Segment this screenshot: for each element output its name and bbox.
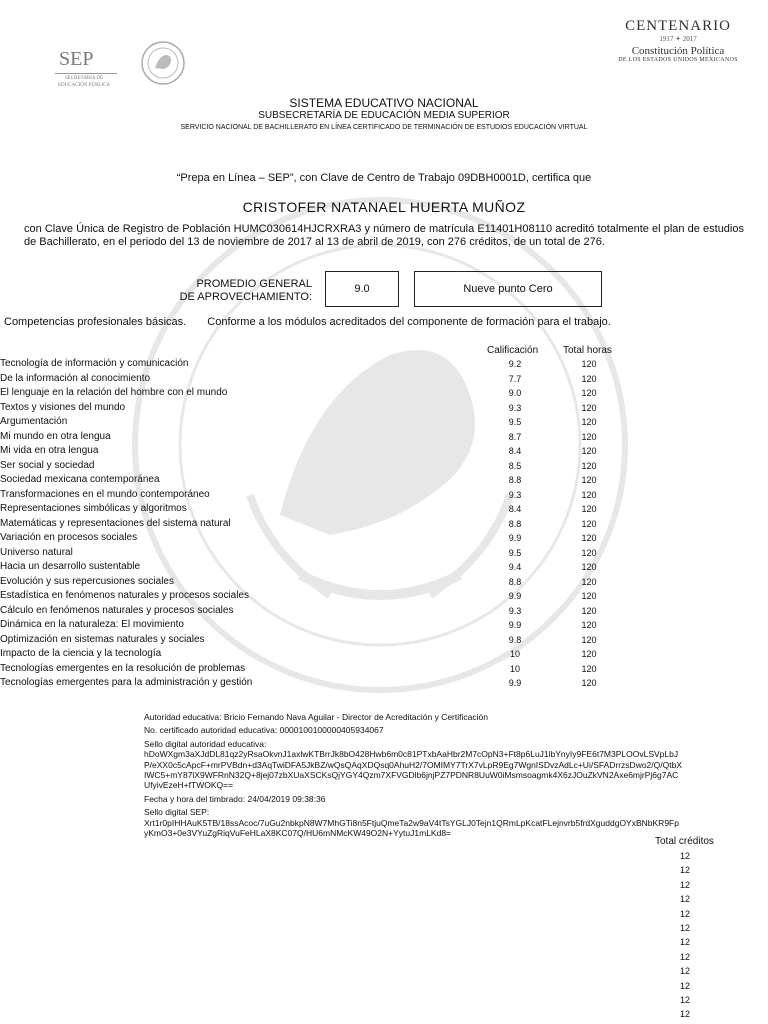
subject-hours: 120 <box>581 649 597 659</box>
subject-name: Tecnología de información y comunicación <box>0 358 189 369</box>
credits-column <box>670 849 700 1022</box>
sep-logo-sub1: SECRETARÍA DE <box>65 76 104 81</box>
subject-name: Estadística en fenómenos naturales y procesos sociales <box>0 590 250 601</box>
subject-name: Tecnologías emergentes en la resolución de problemas <box>0 662 246 674</box>
centenario-years <box>608 35 748 43</box>
subject-hours: 120 <box>581 475 597 485</box>
centenario-line1: Constitución Política <box>631 45 725 57</box>
sello-line-3: IWC5+mY87lX9WFRnN32Q+8jej07zbXUaXSCKsQjYGY4Qzm7XFVGDlb6jnjPZ7PDNR8UuW0iMsmsoagmk4X6zJOuZkVN2Axe6mjrPj6g7AC <box>144 770 679 781</box>
subject-hours: 120 <box>581 417 597 427</box>
table-row <box>0 473 640 488</box>
subject-grade: 9.3 <box>508 489 522 500</box>
subject-grade: 9.3 <box>508 402 522 413</box>
centenario-title: CENTENARIO <box>625 18 731 34</box>
table-row <box>0 560 640 575</box>
table-row <box>0 488 640 503</box>
credit-value: 12 <box>679 879 690 890</box>
table-row <box>0 618 640 633</box>
subject-hours: 120 <box>581 576 597 587</box>
subject-hours: 120 <box>581 547 597 558</box>
table-row <box>0 372 640 387</box>
sep-sello-line-1: Xrt1r0pIHHAuK5TB/18ssAcoc/7uGu2nbkpN8W7MhGTi8n5FtjuQmeTa2w9aV4tTsYGLJ0Tejn1QRmLpKcatFLejnvrb5frdXguddgOYxBNbKR9Fp <box>144 817 679 828</box>
subject-grade: 9.4 <box>508 562 522 572</box>
subject-hours: 120 <box>581 518 597 529</box>
credit-value: 12 <box>679 951 690 962</box>
table-row <box>0 415 640 430</box>
subject-grade: 8.8 <box>508 518 522 529</box>
subject-hours: 120 <box>581 373 597 384</box>
centenario-year-start: 1917 <box>659 35 674 43</box>
subject-grade: 8.5 <box>508 460 522 471</box>
subject-grade: 9.8 <box>508 634 522 645</box>
subject-grade: 9.9 <box>508 591 522 601</box>
table-row <box>0 676 640 691</box>
centenario-logo <box>608 18 748 82</box>
table-row <box>0 459 640 474</box>
subject-name: Textos y visiones del mundo <box>0 401 126 413</box>
subject-hours: 120 <box>581 431 597 442</box>
credit-value: 12 <box>679 851 690 861</box>
sep-logo-big: SEP <box>59 48 94 70</box>
table-row <box>0 633 640 648</box>
fecha-timbrado: Fecha y hora del timbrado: 24/04/2019 09:38:36 <box>144 793 326 804</box>
subject-name: Mi vida en otra lengua <box>0 445 99 456</box>
subsecretaria-title: SUBSECRETARÍA DE EDUCACIÓN MEDIA SUPERIOR <box>258 110 510 121</box>
subject-grade: 8.7 <box>508 431 522 442</box>
table-row <box>0 386 640 401</box>
subject-name: Variación en procesos sociales <box>0 532 138 543</box>
table-row <box>0 430 640 445</box>
subject-name: Impacto de la ciencia y la tecnología <box>0 648 162 659</box>
centenario-line2: DE LOS ESTADOS UNIDOS MEXICANOS <box>618 57 738 63</box>
subject-name: Dinámica en la naturaleza: El movimiento <box>0 619 184 630</box>
subject-grade: 8.4 <box>508 504 522 514</box>
sep-sello-line-2: yKmO3+0e3VYuZgRiqVuFeHLaX8KC07Q/HU6mNMcKW49O2N+YytuJ1mLKd8= <box>144 828 452 839</box>
subject-hours: 120 <box>581 591 597 601</box>
credit-value: 12 <box>679 894 690 905</box>
subject-name: Universo natural <box>0 546 73 558</box>
subject-hours: 120 <box>581 663 597 674</box>
credit-value: 12 <box>679 980 690 991</box>
table-row <box>0 589 640 604</box>
hours-header: Total horas <box>563 345 612 356</box>
credit-value: 12 <box>679 908 690 919</box>
subject-grade: 9.9 <box>508 533 522 543</box>
table-row <box>0 546 640 561</box>
competencias-text: Competencias profesionales básicas. <box>4 316 187 328</box>
sello-line-4: UfyivEzeH+fTWOKQ== <box>144 780 234 791</box>
subject-name: Cálculo en fenómenos naturales y procesos sociales <box>0 604 234 616</box>
sep-logo-sub2: EDUCACIÓN PÚBLICA <box>58 83 111 88</box>
subject-hours: 120 <box>581 634 597 645</box>
subject-grade: 9.3 <box>508 605 522 616</box>
grade-header: Calificación <box>487 345 539 356</box>
subject-name: El lenguaje en la relación del hombre con el mundo <box>0 387 228 398</box>
centenario-year-end: 2017 <box>682 35 697 43</box>
credit-value: 12 <box>679 937 690 948</box>
authority: Autoridad educativa: Bricio Fernando Nava Aguilar - Director de Acreditación y Certificación <box>144 712 488 722</box>
eagle-icon: ✦ <box>675 35 681 43</box>
table-row <box>0 604 640 619</box>
student-name: CRISTOFER NATANAEL HUERTA MUÑOZ <box>242 199 526 215</box>
subject-name: Evolución y sus repercusiones sociales <box>0 575 174 587</box>
certificate-paragraph: con Clave Única de Registro de Población HUMC030614HJCRXRA3 y número de matrícula E11401H08110 acreditó totalmente el plan de estudios de Bachillerato, en el periodo del 13 de noviembre de 2017 al 13 de abril de 2019, con 276 créditos, de un total de 276. <box>24 223 744 248</box>
table-row <box>0 647 640 662</box>
subject-name: Ser social y sociedad <box>0 459 95 471</box>
subject-hours: 120 <box>581 388 597 398</box>
subject-hours: 120 <box>581 402 597 413</box>
subjects-table <box>0 357 640 691</box>
subject-name: Hacia un desarrollo sustentable <box>0 561 141 572</box>
credit-value: 12 <box>679 922 690 933</box>
subject-grade: 9.9 <box>508 620 522 630</box>
credit-value: 12 <box>679 994 690 1005</box>
subject-name: Mi mundo en otra lengua <box>0 430 111 442</box>
table-row <box>0 357 640 372</box>
system-title: SISTEMA EDUCATIVO NACIONAL <box>289 96 479 110</box>
table-row <box>0 531 640 546</box>
credit-value: 12 <box>679 1009 690 1020</box>
sello-line-2: P/eXX0c5cApcF+mrPVBdn+d3AqTwiDFA5JkBZ/wQsQAqXDQsq0AhuH2/7OMIMY7TrX7vLpR9Eg7WgnISDvzAdLc+Ui/SFADrrzsDwo2/Q/QtbX <box>144 759 682 770</box>
servicio-title: SERVICIO NACIONAL DE BACHILLERATO EN LÍNEA CERTIFICADO DE TERMINACIÓN DE ESTUDIOS EDUCACIÓN VIRTUAL <box>180 124 588 131</box>
subject-hours: 120 <box>581 620 597 630</box>
subject-grade: 9.5 <box>508 417 522 427</box>
subject-hours: 120 <box>581 533 597 543</box>
subject-name: Argumentación <box>0 416 68 427</box>
sello-line-1: hDoWXgm3aXJdDL81qz2yRsaOkvnJ1axlwKTBrrJk8bO428Hwb6m0c81PTxbAaHbr2M7cOpN3+Ft8p6LuJ1lbYnyIy9FE6t7M3PLOOvLSVpLbJ <box>144 749 679 760</box>
subject-grade: 9.2 <box>508 359 522 369</box>
subject-hours: 120 <box>581 446 597 456</box>
subject-grade: 7.7 <box>508 373 522 384</box>
table-row <box>0 502 640 517</box>
subject-hours: 120 <box>581 605 597 616</box>
promedio-label-line1: PROMEDIO GENERAL <box>196 278 312 290</box>
credit-value: 12 <box>679 865 690 876</box>
subject-name: Sociedad mexicana contemporánea <box>0 474 160 485</box>
subject-grade: 8.8 <box>508 475 522 485</box>
subject-name: Tecnologías emergentes para la administración y gestión <box>0 677 253 688</box>
subject-grade: 9.0 <box>508 388 522 398</box>
subject-hours: 120 <box>581 489 597 500</box>
subject-grade: 8.8 <box>508 576 522 587</box>
promedio-label-line2: DE APROVECHAMIENTO: <box>179 291 312 303</box>
certification-line: “Prepa en Línea – SEP”, con Clave de Centro de Trabajo 09DBH0001D, certifica que <box>176 172 592 184</box>
total-creditos-label: Total créditos <box>655 836 714 847</box>
subject-hours: 120 <box>581 504 597 514</box>
mexico-seal-icon <box>140 40 186 86</box>
sello-label: Sello digital autoridad educativa: <box>144 738 267 749</box>
subject-hours: 120 <box>581 562 597 572</box>
table-row <box>0 662 640 677</box>
subject-name: De la información al conocimiento <box>0 372 151 384</box>
subject-hours: 120 <box>581 460 597 471</box>
footer <box>144 712 744 838</box>
subject-name: Transformaciones en el mundo contemporáneo <box>0 488 210 500</box>
subject-grade: 9.9 <box>508 678 522 688</box>
subject-hours: 120 <box>581 678 597 688</box>
table-row <box>0 401 640 416</box>
credit-value: 12 <box>679 966 690 977</box>
subject-grade: 10 <box>509 663 520 674</box>
sep-sello-label: Sello digital SEP: <box>144 807 210 818</box>
subject-hours: 120 <box>581 359 597 369</box>
conforme-text: Conforme a los módulos acreditados del componente de formación para el trabajo. <box>207 316 611 328</box>
promedio-value: 9.0 <box>325 271 399 307</box>
subject-grade: 10 <box>509 649 520 659</box>
table-row <box>0 575 640 590</box>
subject-name: Optimización en sistemas naturales y sociales <box>0 633 205 645</box>
cert-number: No. certificado autoridad educativa: 00001001000004059340​67 <box>144 725 384 736</box>
subject-name: Matemáticas y representaciones del sistema natural <box>0 517 231 529</box>
table-row <box>0 444 640 459</box>
promedio-words: Nueve punto Cero <box>414 271 602 307</box>
promedio-label <box>170 278 312 304</box>
subject-grade: 8.4 <box>508 446 522 456</box>
subject-grade: 9.5 <box>508 547 522 558</box>
table-row <box>0 517 640 532</box>
subject-name: Representaciones simbólicas y algoritmos <box>0 503 187 514</box>
competencias-row <box>4 316 611 328</box>
